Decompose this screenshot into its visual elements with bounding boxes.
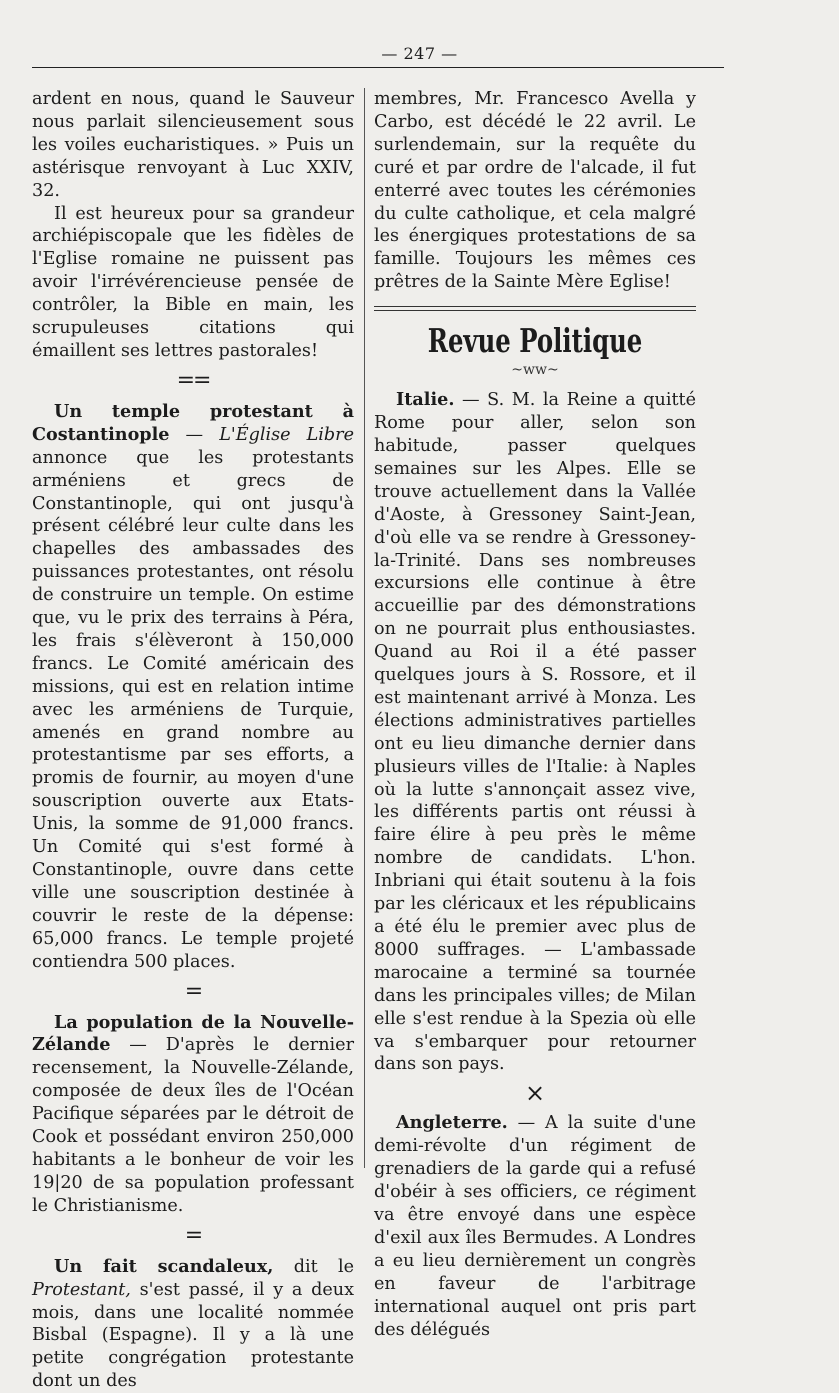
article-heading: Italie. — [396, 389, 455, 411]
right-column — [374, 88, 696, 1341]
article-heading: Un fait scandaleux, — [54, 1255, 274, 1277]
article-heading: Un temple protestant à Costantinople — [32, 400, 354, 445]
separator: = — [184, 978, 202, 1004]
intro-paragraph: ardent en nous, quand le Sauveur nous parlait silencieusement sous les voiles eucharistiques. » Puis un astérisque renvoyant à Luc XXIV, 32. — [32, 89, 354, 201]
journal-name: L'Église Libre — [219, 424, 355, 445]
column-divider — [364, 88, 365, 1168]
article-angleterre: Angleterre. — A la suite d'une demi-révolte d'un régiment de grenadiers de la garde qui a refusé d'obéir à ses officiers, ce régiment va être envoyé dans une espèce d'exil aux îles Bermudes. A Londres a eu lieu dernièrement un congrès en faveur de l'arbitrage international auquel ont pris part des délégués — [374, 1112, 696, 1340]
pastoral-paragraph: Il est heureux pour sa grandeur archiépiscopale que les fidèles de l'Eglise romaine ne puissent pas avoir l'irrévérencieuse pensée de contrôler, la Bible en main, les scrupuleuses citations qui émaillent ses lettres pastorales! — [32, 203, 354, 361]
header-rule — [32, 67, 724, 68]
article-fait-scandaleux: Un fait scandaleux, dit le Protestant, s'est passé, il y a deux mois, dans une localité nommée Bisbal (Espagne). Il y a là une petite congrégation protestante dont un des — [32, 1255, 354, 1392]
continuation-paragraph: membres, Mr. Francesco Avella y Carbo, est décédé le 22 avril. Le surlendemain, sur la requête du curé et par ordre de l'alcade, il fut enterré avec toutes les cérémonies du culte catholique, et cela malgré les énergiques protestations de sa famille. Toujours les mêmes ces prêtres de la Sainte Mère Eglise! — [374, 89, 696, 293]
section-title: Revue Politique — [427, 321, 643, 361]
article-heading: Angleterre. — [396, 1112, 508, 1134]
article-italie: Italie. — S. M. la Reine a quitté Rome pour aller, selon son habitude, passer quelques semaines sur les Alpes. Elle se trouve actuellement dans la Vallée d'Aoste, à Gressoney Saint-Jean, d'où elle va se rendre à Gressoney-la-Trinité. Dans ses nombreuses excursions elle continue à être accueillie par des démonstrations on ne pourrait plus enthousiastes. Quand au Roi il a été passer quelques jours à S. Rossore, et il est maintenant arrivé à Monza. Les élections administratives partielles ont eu lieu dimanche dernier dans plusieurs villes de l'Italie: à Naples où la lutte s'annonçait assez vive, les différents partis ont réussi à faire élire à peu près le même nombre de candidats. L'hon. Inbriani qui était soutenu à la fois par les cléricaux et les républicains a été élu le premier avec plus de 8000 suffrages. — L'ambassade marocaine a terminé sa tournée dans les principales villes; de Milan elle s'est rendue à la Spezia où elle va s'embarquer pour retourner dans son pays. — [374, 389, 696, 1075]
section-rule — [374, 306, 696, 311]
article-nouvelle-zelande: La population de la Nouvelle-Zélande — D'après le dernier recensement, la Nouvelle-Zélande, composée de deux îles de l'Océan Pacifique séparées par le détroit de Cook et possédant environ 250,000 habitants a le bonheur de voir les 19|20 de sa population professant le Christianisme. — [32, 1011, 354, 1216]
separator: × — [524, 1079, 546, 1108]
separator: = — [184, 1222, 202, 1248]
article-heading: La population de la Nouvelle-Zélande — [32, 1011, 354, 1056]
page-number: — 247 — — [381, 44, 458, 63]
journal-name: Protestant, — [32, 1279, 131, 1300]
left-column — [32, 88, 354, 1393]
separator: == — [176, 367, 210, 393]
article-temple-constantinople: Un temple protestant à Costantinople — L'Église Libre annonce que les protestants arméniens et grecs de Constantinople, qui ont jusqu'à présent célébré leur culte dans les chapelles des ambassades des puissances protestantes, ont résolu de construire un temple. On estime que, vu le prix des terrains à Péra, les frais s'élèveront à 150,000 francs. Le Comité américain des missions, qui est en relation intime avec les arméniens de Turquie, amenés en grand nombre au protestantisme par ses efforts, a promis de fournir, au moyen d'une souscription ouverte aux Etats-Unis, la somme de 91,000 francs. Un Comité qui s'est formé à Constantinople, ouvre dans cette ville une souscription destinée à couvrir le reste de la dépense: 65,000 francs. Le temple projeté contiendra 500 places. — [32, 400, 355, 972]
ornament: ~ww~ — [511, 362, 559, 379]
